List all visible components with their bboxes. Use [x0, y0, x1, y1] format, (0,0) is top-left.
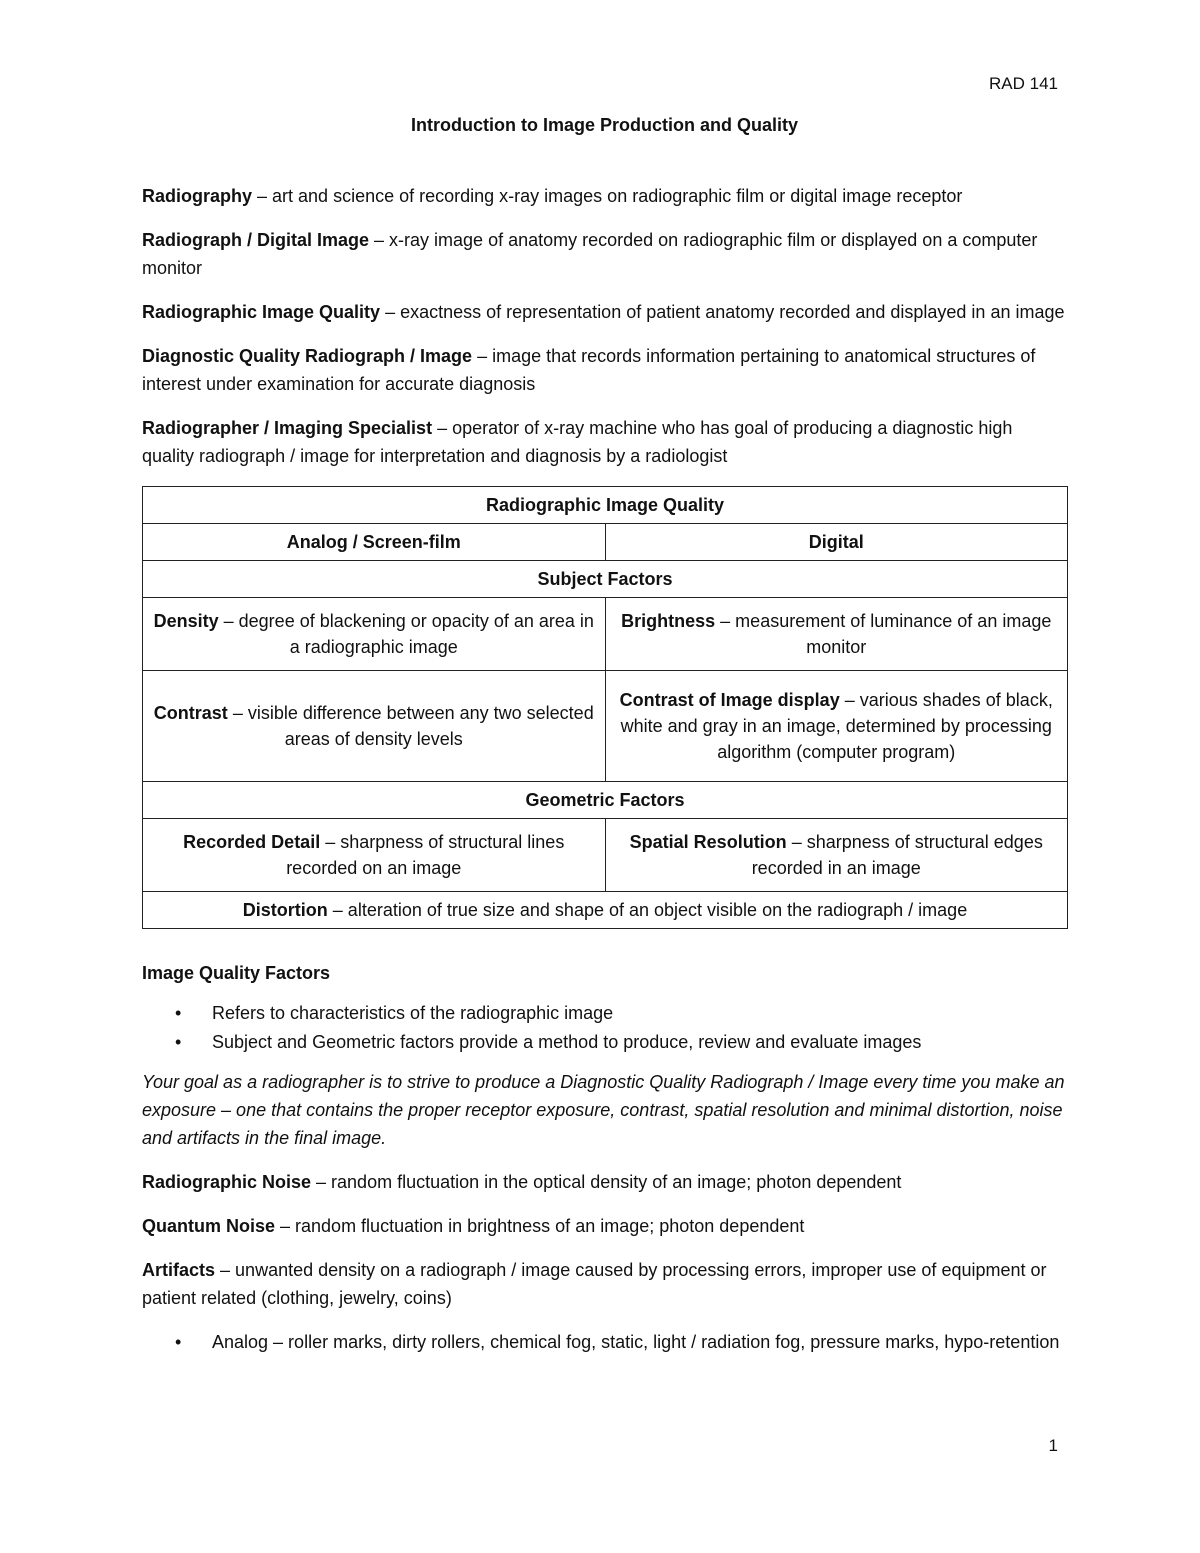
cell-term: Density — [153, 611, 219, 631]
table-cell-contrast-display — [605, 671, 1068, 782]
list-item: • Subject and Geometric factors provide a method to produce, review and evaluate images — [212, 1028, 1067, 1056]
image-quality-factors-heading: Image Quality Factors — [142, 963, 331, 983]
definition-diagnostic-quality — [142, 342, 1067, 398]
definition-term: Artifacts — [142, 1260, 216, 1280]
definition-text: – exactness of representation of patient anatomy recorded and displayed in an image — [380, 302, 1065, 322]
page-title: Introduction to Image Production and Quality — [411, 115, 798, 135]
table-cell-contrast — [143, 671, 606, 782]
page-content — [142, 115, 1067, 1368]
column-header-digital: Digital — [605, 524, 1068, 561]
definition-radiographic-noise — [142, 1168, 1067, 1196]
definition-term: Radiographic Image Quality — [142, 302, 381, 322]
definition-term: Radiographic Noise — [142, 1172, 312, 1192]
image-quality-table — [142, 486, 1068, 929]
table-caption: Radiographic Image Quality — [143, 487, 1068, 524]
definition-text: – x-ray image of anatomy recorded on radiographic film or displayed on a computer monitor — [142, 230, 1038, 278]
cell-text: – various shades of black, white and gray in an image, determined by processing algorithm (computer program) — [620, 690, 1053, 762]
definition-radiography — [142, 182, 1067, 210]
cell-term: Recorded Detail — [183, 832, 321, 852]
list-item: • Refers to characteristics of the radiographic image — [212, 999, 1067, 1027]
table-cell-distortion — [143, 892, 1068, 929]
column-header-analog: Analog / Screen-film — [143, 524, 606, 561]
subject-factors-heading: Subject Factors — [143, 561, 1068, 598]
table-cell-recorded-detail — [143, 819, 606, 892]
page-number: 1 — [1048, 1436, 1058, 1455]
definition-term: Radiography — [142, 186, 253, 206]
cell-text: – sharpness of structural edges recorded in an image — [751, 832, 1043, 878]
table-cell-density — [143, 598, 606, 671]
definition-text: – art and science of recording x-ray images on radiographic film or digital image receptor — [252, 186, 963, 206]
cell-term: Spatial Resolution — [629, 832, 787, 852]
definition-text: – random fluctuation in the optical density of an image; photon dependent — [311, 1172, 902, 1192]
list-item: • Analog – roller marks, dirty rollers, chemical fog, static, light / radiation fog, pressure marks, hypo-retention — [212, 1328, 1067, 1356]
definition-term: Radiograph / Digital Image — [142, 230, 370, 250]
cell-term: Brightness — [621, 611, 716, 631]
cell-text: – degree of blackening or opacity of an area in a radiographic image — [218, 611, 594, 657]
goal-statement: Your goal as a radiographer is to strive to produce a Diagnostic Quality Radiograph / Image every time you make an exposure – one that contains the proper receptor exposure, contrast, spatial resolution and minimal distortion, noise and artifacts in the final image. — [142, 1072, 1065, 1148]
definition-artifacts — [142, 1256, 1067, 1312]
definition-term: Diagnostic Quality Radiograph / Image — [142, 346, 473, 366]
definition-term: Quantum Noise — [142, 1216, 276, 1236]
definition-text: – unwanted density on a radiograph / image caused by processing errors, improper use of equipment or patient related (clothing, jewelry, coins) — [142, 1260, 1047, 1308]
cell-text: – visible difference between any two selected areas of density levels — [227, 703, 594, 749]
definition-quantum-noise — [142, 1212, 1067, 1240]
definition-text: – random fluctuation in brightness of an image; photon dependent — [275, 1216, 805, 1236]
definition-term: Radiographer / Imaging Specialist — [142, 418, 433, 438]
table-cell-brightness — [605, 598, 1068, 671]
geometric-factors-heading: Geometric Factors — [143, 782, 1068, 819]
cell-text: – measurement of luminance of an image monitor — [715, 611, 1052, 657]
definition-radiographer — [142, 414, 1067, 470]
definition-text: – operator of x-ray machine who has goal of producing a diagnostic high quality radiograph / image for interpretation and diagnosis by a radiologist — [142, 418, 1013, 466]
cell-text: – alteration of true size and shape of an object visible on the radiograph / image — [327, 900, 968, 920]
cell-term: Contrast of Image display — [619, 690, 840, 710]
definition-image-quality — [142, 298, 1067, 326]
definition-text: – image that records information pertaining to anatomical structures of interest under examination for accurate diagnosis — [142, 346, 1036, 394]
artifact-list — [142, 1328, 1067, 1356]
table-cell-spatial-resolution — [605, 819, 1068, 892]
cell-term: Distortion — [242, 900, 328, 920]
cell-text: – sharpness of structural lines recorded on an image — [286, 832, 565, 878]
course-code: RAD 141 — [989, 74, 1058, 93]
cell-term: Contrast — [153, 703, 228, 723]
image-quality-factors-list — [142, 999, 1067, 1056]
definition-radiograph — [142, 226, 1067, 282]
